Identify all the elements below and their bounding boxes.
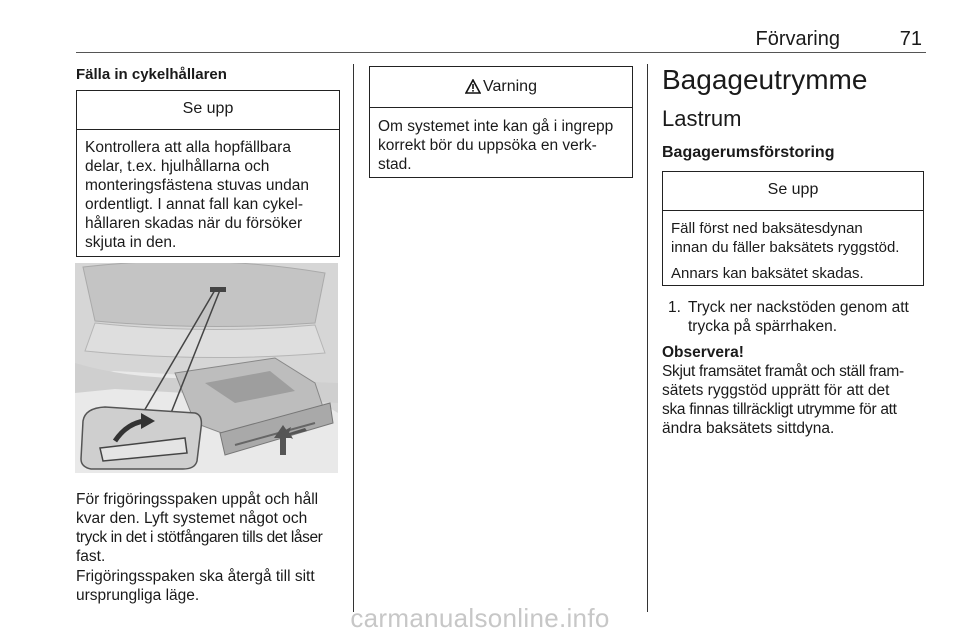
note — [662, 343, 927, 438]
text-line: Frigöringsspaken ska återgå till sitt — [76, 568, 315, 585]
caution-line: innan du fäller baksätets ryggstöd. — [671, 239, 900, 256]
caution-line: Fäll först ned baksätesdynan — [671, 220, 863, 237]
warning-box — [369, 66, 633, 178]
chapter-heading: Bagageutrymme — [662, 64, 868, 95]
warning-line: Om systemet inte kan gå i ingrepp — [378, 118, 614, 135]
text-line: ändra baksätets sittdyna. — [662, 420, 835, 437]
watermark: carmanualsonline.info — [350, 603, 610, 633]
step-number: 1. — [668, 299, 681, 316]
section-heading: Lastrum — [662, 106, 742, 131]
subheading: Fälla in cykelhållaren — [76, 66, 227, 83]
caution-box — [662, 171, 924, 286]
text-line: tryck in det i stötfångaren tills det låser — [76, 529, 323, 546]
warning-title: Varning — [483, 78, 537, 95]
text-line: fast. — [76, 548, 106, 565]
warning-line: stad. — [378, 156, 412, 173]
page-header — [76, 28, 926, 53]
caution-line: delar, t.ex. hjulhållarna och — [85, 158, 270, 175]
warning-header — [370, 67, 632, 108]
paragraph — [76, 490, 348, 566]
warning-line: korrekt bör du uppsöka en verk- — [378, 137, 597, 154]
subsection-heading: Bagagerumsförstoring — [662, 144, 835, 161]
text-line: ska finnas tillräckligt utrymme för att — [662, 401, 897, 418]
section-title: Förvaring — [755, 28, 840, 50]
text-line: sätets ryggstöd upprätt för att det — [662, 382, 890, 399]
caution-line: Annars kan baksätet skadas. — [671, 265, 864, 282]
page-number: 71 — [899, 28, 922, 50]
text-line: kvar den. Lyft systemet något och — [76, 510, 308, 527]
step-item — [668, 298, 923, 336]
text-line: För frigöringsspaken uppåt och håll — [76, 491, 319, 508]
paragraph — [76, 567, 348, 605]
caution-line: skjuta in den. — [85, 234, 177, 251]
text-line: Skjut framsätet framåt och ställ fram- — [662, 363, 904, 380]
text-line: Tryck ner nackstöden genom att — [688, 299, 909, 316]
column-divider — [353, 64, 354, 612]
caution-line: hållaren skadas när du försöker — [85, 215, 303, 232]
caution-title: Se upp — [663, 172, 923, 211]
bike-carrier-illustration — [75, 263, 338, 473]
caution-line: ordentligt. I annat fall kan cykel- — [85, 196, 303, 213]
text-line: ursprungliga läge. — [76, 587, 200, 604]
caution-box — [76, 90, 340, 257]
warning-triangle-icon — [465, 70, 481, 110]
column-divider — [647, 64, 648, 612]
text-line: trycka på spärrhaken. — [688, 318, 838, 335]
caution-title: Se upp — [77, 91, 339, 130]
caution-line: Kontrollera att alla hopfällbara — [85, 139, 291, 156]
note-title: Observera! — [662, 344, 744, 361]
caution-line: monteringsfästena stuvas undan — [85, 177, 310, 194]
